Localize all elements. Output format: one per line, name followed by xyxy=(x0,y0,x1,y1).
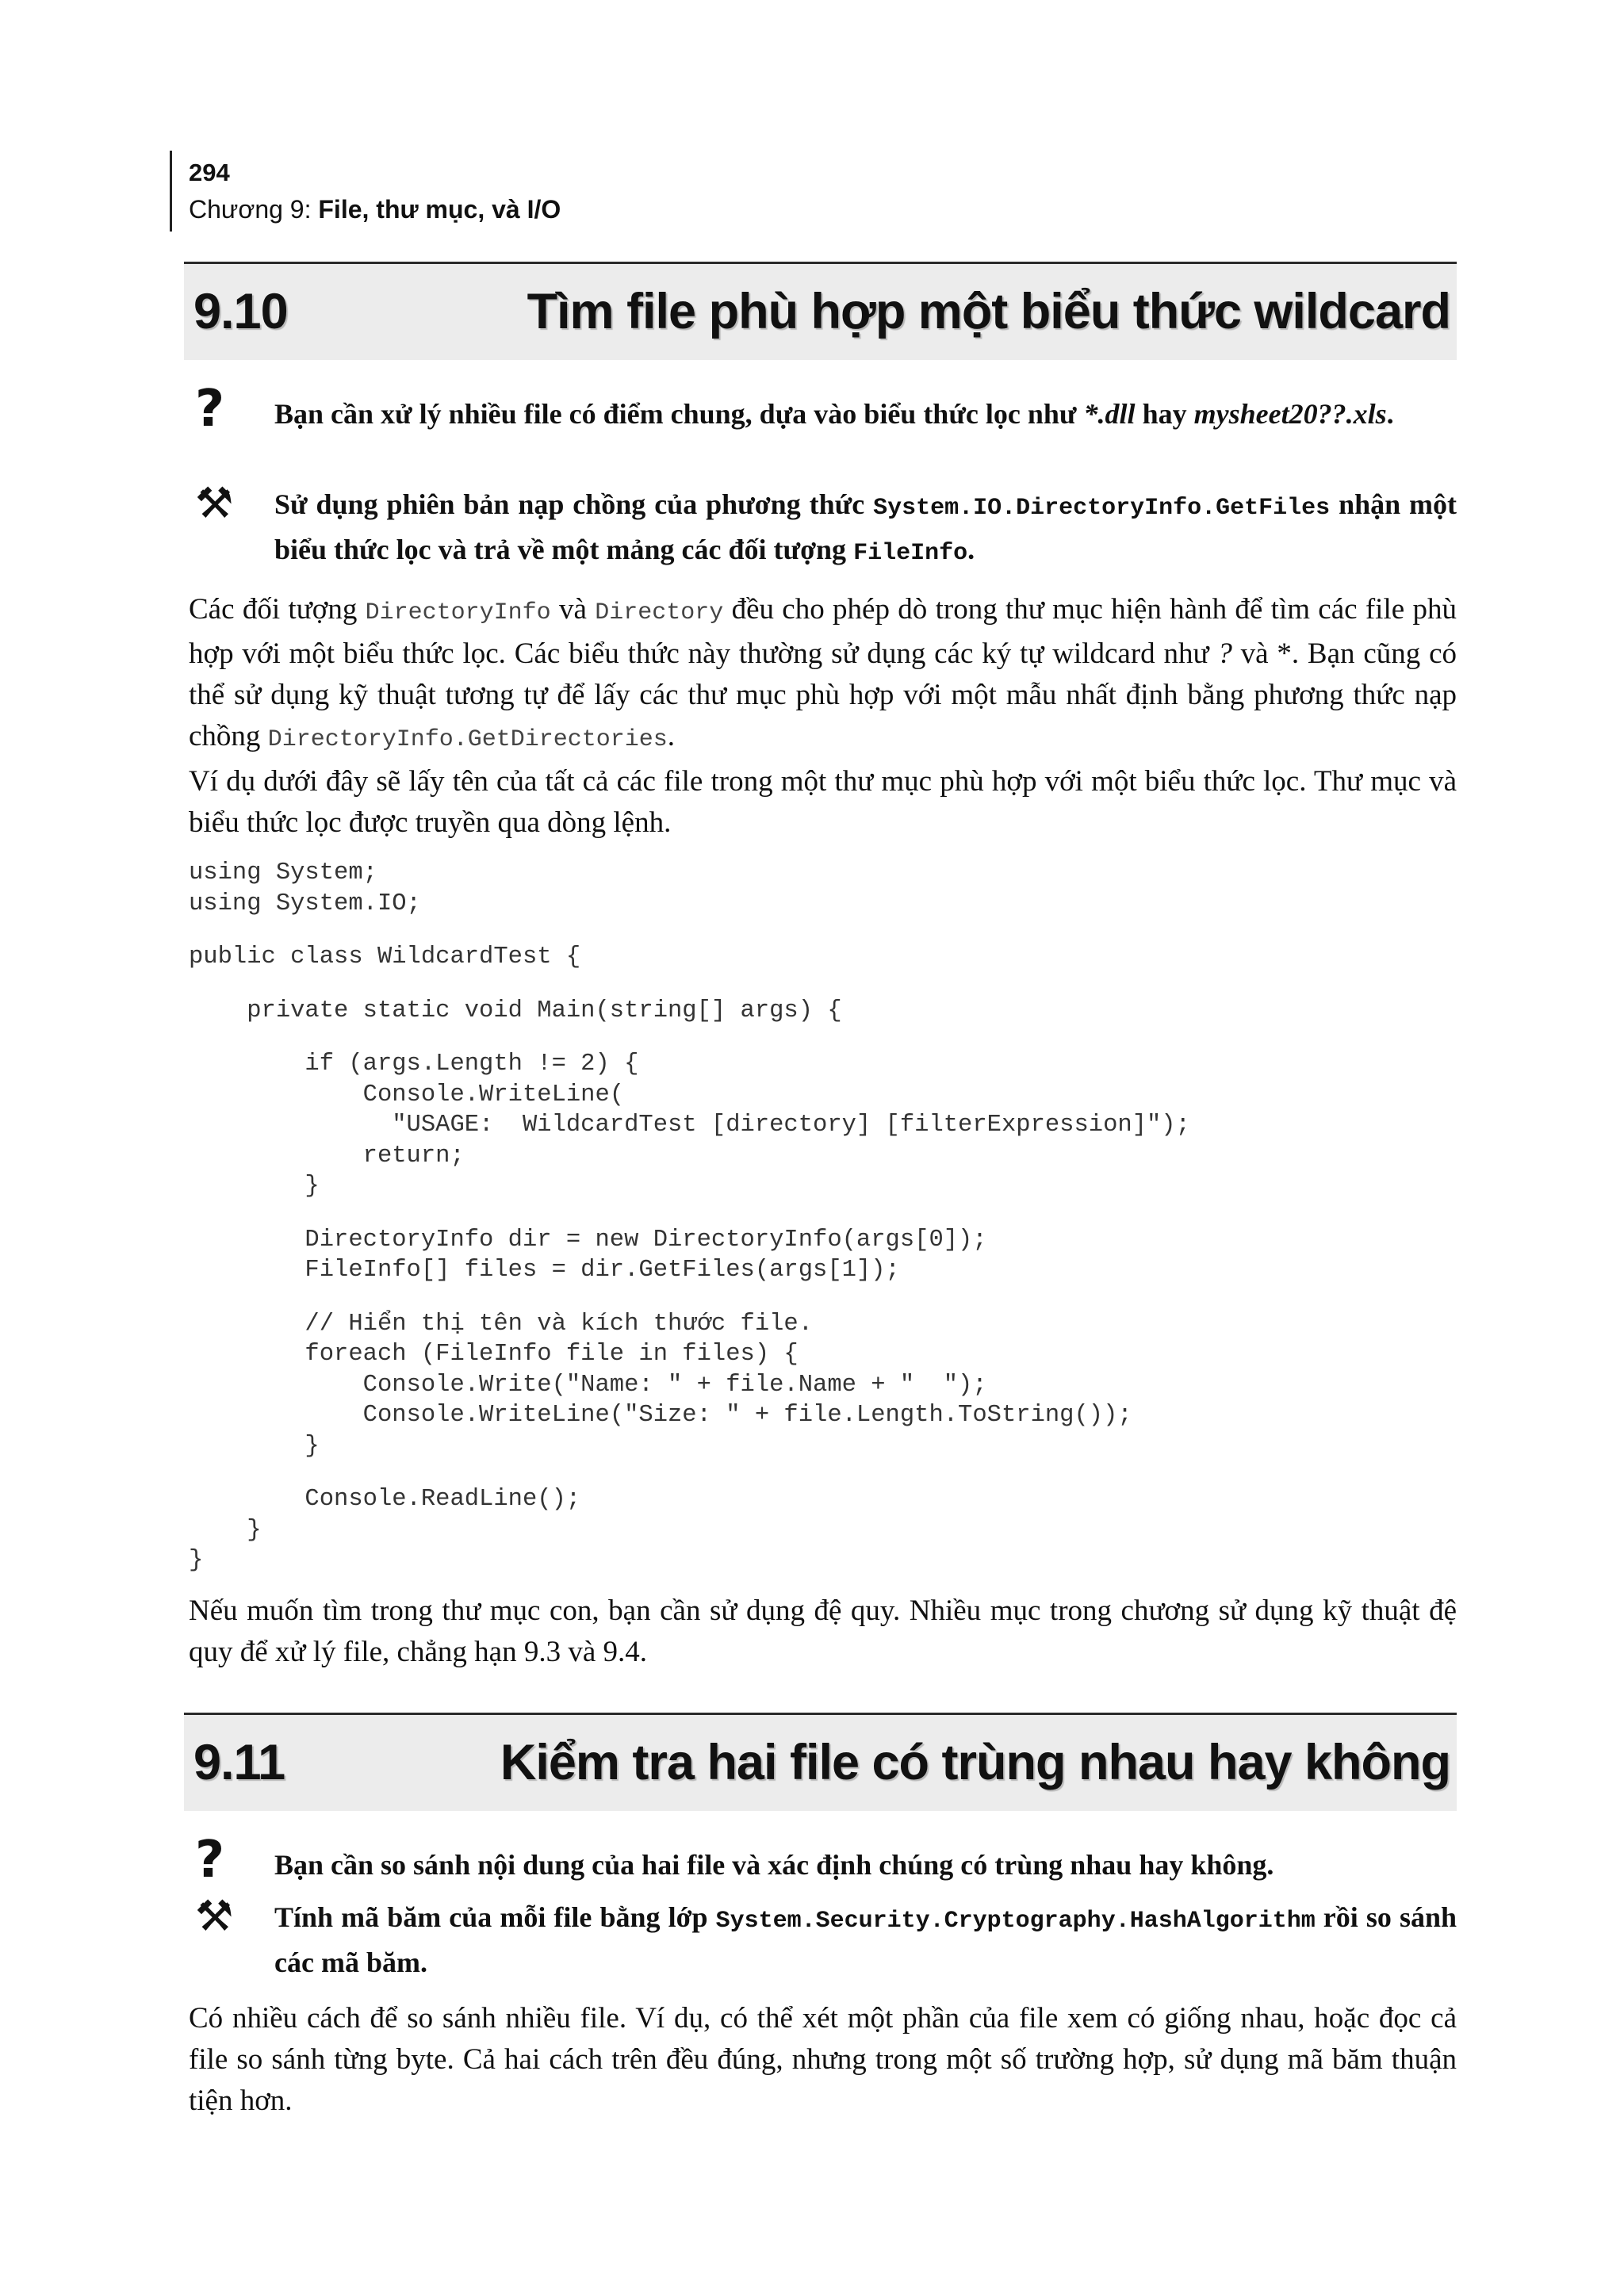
code-reference: FileInfo xyxy=(853,540,968,567)
body-paragraph: Có nhiều cách để so sánh nhiều file. Ví dụ, có thể xét một phần của file xem có giống nhau, hoặc đọc cả file so sánh từng byte. Cả hai cách trên đều đúng, nhưng trong một số trường hợp, sử dụng mã băm thuận tiện hơn. xyxy=(189,2002,1457,2117)
code-line: // Hiển thị tên và kích thước file. xyxy=(189,1310,814,1338)
code-line: using System.IO; xyxy=(189,890,421,917)
section-heading-9-10 xyxy=(184,262,1457,360)
section-number: 9.10 xyxy=(193,284,288,339)
body-paragraph: Các đối tượng DirectoryInfo và Directory đều cho phép dò trong thư mục hiện hành để tìm các file phù hợp với một biểu thức lọc. Các biểu thức này thường sử dụng các ký tự wildcard như ? và *. Bạn cũng có thể sử dụng kỹ thuật tương tự để lấy các thư mục phù hợp với một mẫu nhất định bằng phương thức nạp chồng DirectoryInfo.GetDirectories. xyxy=(189,593,1457,753)
code-line: Console.WriteLine( xyxy=(189,1081,625,1108)
header-rule xyxy=(170,151,172,232)
code-line: Console.ReadLine(); xyxy=(189,1486,581,1513)
solution-statement: Sử dụng phiên bản nạp chồng của phương thức System.IO.DirectoryInfo.GetFiles nhận một biểu thức lọc và trả về một mảng các đối tượng FileInfo. xyxy=(274,488,1457,567)
code-line: "USAGE: WildcardTest [directory] [filterExpression]"); xyxy=(189,1112,1190,1139)
section-heading-9-11 xyxy=(184,1713,1457,1811)
code-reference: System.IO.DirectoryInfo.GetFiles xyxy=(873,495,1331,522)
code-line: foreach (FileInfo file in files) { xyxy=(189,1341,799,1368)
code-line: } xyxy=(189,1173,320,1200)
code-line: private static void Main(string[] args) { xyxy=(189,997,842,1024)
code-line: } xyxy=(189,1516,262,1544)
body-paragraph: Nếu muốn tìm trong thư mục con, bạn cần sử dụng đệ quy. Nhiều mục trong chương sử dụng kỹ thuật đệ quy để xử lý file, chẳng hạn 9.3 và 9.4. xyxy=(189,1594,1457,1668)
code-line: Console.Write("Name: " + file.Name + " "); xyxy=(189,1371,987,1399)
code-line: } xyxy=(189,1432,320,1460)
body-paragraph: Ví dụ dưới đây sẽ lấy tên của tất cả các file trong một thư mục phù hợp với một biểu thức lọc. Thư mục và biểu thức lọc được truyền qua dòng lệnh. xyxy=(189,765,1457,839)
code-line: using System; xyxy=(189,859,377,886)
code-line: FileInfo[] files = dir.GetFiles(args[1]); xyxy=(189,1257,900,1284)
code-line: return; xyxy=(189,1142,465,1169)
section-title: Tìm file phù hợp một biểu thức wildcard xyxy=(527,284,1450,339)
problem-statement: Bạn cần so sánh nội dung của hai file và xác định chúng có trùng nhau hay không. xyxy=(274,1849,1274,1881)
page-number: 294 xyxy=(189,159,230,186)
code-reference: System.Security.Cryptography.HashAlgorithm xyxy=(715,1908,1316,1935)
filter-example: mysheet20??.xls xyxy=(1193,398,1387,430)
code-reference: DirectoryInfo.GetDirectories xyxy=(267,726,668,753)
code-line: DirectoryInfo dir = new DirectoryInfo(args[0]); xyxy=(189,1226,987,1254)
question-mark-icon: ? xyxy=(195,380,225,438)
filter-example: *.dll xyxy=(1083,398,1136,430)
code-listing xyxy=(189,858,1190,1576)
code-line: } xyxy=(189,1547,204,1574)
section-number: 9.11 xyxy=(193,1735,285,1790)
chapter-prefix: Chương 9: xyxy=(189,195,319,224)
tools-icon: ⚒ xyxy=(195,1891,234,1941)
code-line: public class WildcardTest { xyxy=(189,944,581,970)
question-mark-icon: ? xyxy=(195,1831,225,1889)
tools-icon: ⚒ xyxy=(195,478,234,528)
code-reference: Directory xyxy=(595,599,724,626)
code-line: if (args.Length != 2) { xyxy=(189,1051,639,1078)
section-title: Kiểm tra hai file có trùng nhau hay không xyxy=(500,1735,1450,1790)
code-line: Console.WriteLine("Size: " + file.Length.ToString()); xyxy=(189,1402,1132,1429)
code-reference: DirectoryInfo xyxy=(365,599,551,626)
chapter-heading xyxy=(189,195,561,224)
solution-statement: Tính mã băm của mỗi file bằng lớp System.Security.Cryptography.HashAlgorithm rồi so sánh các mã băm. xyxy=(274,1901,1457,1978)
chapter-title: File, thư mục, và I/O xyxy=(318,195,561,224)
problem-statement: Bạn cần xử lý nhiều file có điểm chung, dựa vào biểu thức lọc như *.dll hay mysheet20??.xls. xyxy=(274,398,1394,430)
